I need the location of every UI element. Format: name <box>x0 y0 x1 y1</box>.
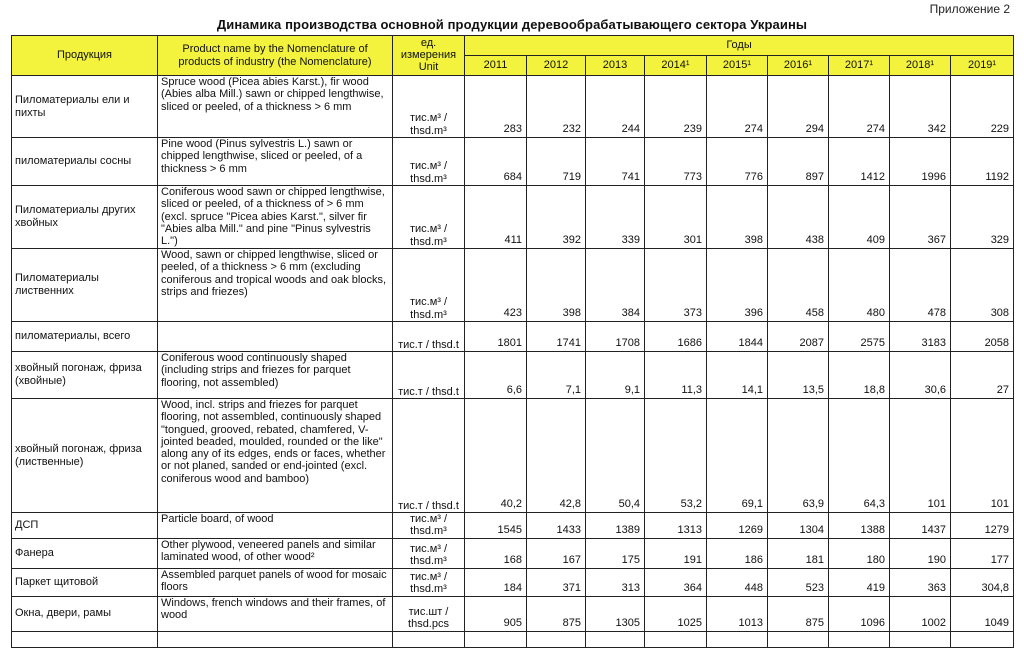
value-cell: 1433 <box>527 513 586 539</box>
table-row <box>12 352 1014 399</box>
value-cell: 14,1 <box>707 352 768 399</box>
value-cell: 480 <box>829 249 890 322</box>
value-cell: 301 <box>645 186 707 249</box>
value-cell: 1313 <box>645 513 707 539</box>
value-cell: 329 <box>951 186 1014 249</box>
value-cell: 1305 <box>586 596 645 631</box>
value-cell: 53,2 <box>645 399 707 513</box>
product-name-en: Windows, french windows and their frames, of wood <box>158 596 393 631</box>
table-row <box>12 249 1014 322</box>
value-cell: 1801 <box>465 322 527 352</box>
value-cell: 175 <box>586 538 645 568</box>
value-cell: 741 <box>586 138 645 186</box>
value-cell: 1279 <box>951 513 1014 539</box>
product-name-ru: Окна, двери, рамы <box>12 596 158 631</box>
value-cell: 1013 <box>707 596 768 631</box>
value-cell: 101 <box>951 399 1014 513</box>
empty-cell <box>586 631 645 647</box>
value-cell: 364 <box>645 568 707 596</box>
header-year: 2016¹ <box>768 56 829 76</box>
product-name-ru: ДСП <box>12 513 158 539</box>
value-cell: 184 <box>465 568 527 596</box>
value-cell: 181 <box>768 538 829 568</box>
product-name-ru: пиломатериалы сосны <box>12 138 158 186</box>
value-cell: 50,4 <box>586 399 645 513</box>
unit-cell: тис.м³ / thsd.m³ <box>393 568 465 596</box>
empty-cell <box>12 631 158 647</box>
value-cell: 419 <box>829 568 890 596</box>
value-cell: 186 <box>707 538 768 568</box>
value-cell: 168 <box>465 538 527 568</box>
value-cell: 274 <box>829 76 890 138</box>
value-cell: 719 <box>527 138 586 186</box>
empty-cell <box>890 631 951 647</box>
value-cell: 448 <box>707 568 768 596</box>
value-cell: 373 <box>645 249 707 322</box>
header-product-ru: Продукция <box>12 36 158 76</box>
value-cell: 398 <box>527 249 586 322</box>
value-cell: 1412 <box>829 138 890 186</box>
product-name-en: Wood, sawn or chipped lengthwise, sliced or peeled, of a thickness > 6 mm (excluding coniferous and tropical woods and oak blocks, strips and friezes) <box>158 249 393 322</box>
value-cell: 905 <box>465 596 527 631</box>
value-cell: 523 <box>768 568 829 596</box>
product-name-en <box>158 322 393 352</box>
product-name-ru: Пиломатериалы других хвойных <box>12 186 158 249</box>
header-year: 2011 <box>465 56 527 76</box>
value-cell: 304,8 <box>951 568 1014 596</box>
table-row <box>12 513 1014 539</box>
unit-cell: тис.м³ / thsd.m³ <box>393 249 465 322</box>
unit-cell: тис.м³ / thsd.m³ <box>393 76 465 138</box>
product-name-ru: Пиломатериалы ели и пихты <box>12 76 158 138</box>
header-unit: ед. измерения Unit <box>393 36 465 76</box>
value-cell: 339 <box>586 186 645 249</box>
value-cell: 371 <box>527 568 586 596</box>
value-cell: 64,3 <box>829 399 890 513</box>
value-cell: 1686 <box>645 322 707 352</box>
value-cell: 1996 <box>890 138 951 186</box>
value-cell: 283 <box>465 76 527 138</box>
product-name-en: Other plywood, veneered panels and similar laminated wood, of other wood² <box>158 538 393 568</box>
value-cell: 396 <box>707 249 768 322</box>
table-title: Динамика производства основной продукции деревообрабатывающего сектора Украины <box>216 17 808 32</box>
product-name-ru: хвойный погонаж, фриза (лиственные) <box>12 399 158 513</box>
value-cell: 9,1 <box>586 352 645 399</box>
product-name-en: Coniferous wood sawn or chipped lengthwise, sliced or peeled, of a thickness of > 6 mm (excl. spruce "Picea abies Karst.", silver fir "Abies alba Mill." and pine "Pinus sylvestris L.") <box>158 186 393 249</box>
unit-cell: тис.шт / thsd.pcs <box>393 596 465 631</box>
value-cell: 1545 <box>465 513 527 539</box>
empty-cell <box>951 631 1014 647</box>
value-cell: 684 <box>465 138 527 186</box>
header-year: 2014¹ <box>645 56 707 76</box>
value-cell: 392 <box>527 186 586 249</box>
value-cell: 167 <box>527 538 586 568</box>
header-year: 2019¹ <box>951 56 1014 76</box>
value-cell: 69,1 <box>707 399 768 513</box>
empty-cell <box>829 631 890 647</box>
empty-cell <box>768 631 829 647</box>
header-years-group: Годы <box>465 36 1014 56</box>
value-cell: 3183 <box>890 322 951 352</box>
table-row <box>12 596 1014 631</box>
unit-cell: тис.м³ / thsd.m³ <box>393 538 465 568</box>
value-cell: 244 <box>586 76 645 138</box>
value-cell: 458 <box>768 249 829 322</box>
value-cell: 342 <box>890 76 951 138</box>
value-cell: 294 <box>768 76 829 138</box>
value-cell: 11,3 <box>645 352 707 399</box>
value-cell: 363 <box>890 568 951 596</box>
value-cell: 180 <box>829 538 890 568</box>
value-cell: 177 <box>951 538 1014 568</box>
value-cell: 409 <box>829 186 890 249</box>
value-cell: 191 <box>645 538 707 568</box>
value-cell: 27 <box>951 352 1014 399</box>
product-name-en: Pine wood (Pinus sylvestris L.) sawn or chipped lengthwise, sliced or peeled, of a thickness > 6 mm <box>158 138 393 186</box>
table-row <box>12 76 1014 138</box>
value-cell: 18,8 <box>829 352 890 399</box>
header-year: 2018¹ <box>890 56 951 76</box>
value-cell: 398 <box>707 186 768 249</box>
empty-cell <box>158 631 393 647</box>
unit-cell: тис.м³ / thsd.m³ <box>393 513 465 539</box>
value-cell: 229 <box>951 76 1014 138</box>
value-cell: 1269 <box>707 513 768 539</box>
value-cell: 42,8 <box>527 399 586 513</box>
header-product-en: Product name by the Nomenclature of products of industry (the Nomenclature) <box>158 36 393 76</box>
value-cell: 897 <box>768 138 829 186</box>
value-cell: 1389 <box>586 513 645 539</box>
value-cell: 2087 <box>768 322 829 352</box>
product-name-ru: Паркет щитовой <box>12 568 158 596</box>
value-cell: 313 <box>586 568 645 596</box>
product-name-en: Coniferous wood continuously shaped (including strips and friezes for parquet flooring, not assembled) <box>158 352 393 399</box>
value-cell: 1844 <box>707 322 768 352</box>
value-cell: 2575 <box>829 322 890 352</box>
value-cell: 367 <box>890 186 951 249</box>
value-cell: 7,1 <box>527 352 586 399</box>
unit-cell: тис.м³ / thsd.m³ <box>393 186 465 249</box>
product-name-en: Assembled parquet panels of wood for mosaic floors <box>158 568 393 596</box>
empty-cell <box>393 631 465 647</box>
value-cell: 308 <box>951 249 1014 322</box>
value-cell: 1388 <box>829 513 890 539</box>
product-name-en: Wood, incl. strips and friezes for parquet flooring, not assembled, continuously shaped "tongued, grooved, rebated, chamfered, V-jointed beaded, moulded, rounded or the like" along any of its edges, ends or faces, whether or not planed, sanded or end-jointed (excl. coniferous wood and bamboo) <box>158 399 393 513</box>
empty-cell <box>527 631 586 647</box>
empty-cell <box>465 631 527 647</box>
table-row <box>12 399 1014 513</box>
value-cell: 1025 <box>645 596 707 631</box>
header-year: 2015¹ <box>707 56 768 76</box>
product-name-en: Spruce wood (Picea abies Karst.), fir wood (Abies alba Mill.) sawn or chipped lengthwise, sliced or peeled, of a thickness > 6 mm <box>158 76 393 138</box>
value-cell: 1708 <box>586 322 645 352</box>
production-table <box>11 35 1014 648</box>
value-cell: 1741 <box>527 322 586 352</box>
value-cell: 40,2 <box>465 399 527 513</box>
value-cell: 232 <box>527 76 586 138</box>
unit-cell: тис.т / thsd.t <box>393 352 465 399</box>
table-row <box>12 568 1014 596</box>
empty-row <box>12 631 1014 647</box>
value-cell: 478 <box>890 249 951 322</box>
product-name-ru: Пиломатериалы лиственних <box>12 249 158 322</box>
value-cell: 776 <box>707 138 768 186</box>
header-year: 2017¹ <box>829 56 890 76</box>
value-cell: 1096 <box>829 596 890 631</box>
table-row <box>12 138 1014 186</box>
value-cell: 411 <box>465 186 527 249</box>
value-cell: 423 <box>465 249 527 322</box>
appendix-label: Приложение 2 <box>929 2 1010 16</box>
value-cell: 384 <box>586 249 645 322</box>
value-cell: 190 <box>890 538 951 568</box>
product-name-ru: пиломатериалы, всего <box>12 322 158 352</box>
value-cell: 875 <box>527 596 586 631</box>
value-cell: 1437 <box>890 513 951 539</box>
empty-cell <box>645 631 707 647</box>
value-cell: 1049 <box>951 596 1014 631</box>
value-cell: 239 <box>645 76 707 138</box>
unit-cell: тис.м³ / thsd.m³ <box>393 138 465 186</box>
value-cell: 438 <box>768 186 829 249</box>
value-cell: 875 <box>768 596 829 631</box>
product-name-ru: Фанера <box>12 538 158 568</box>
empty-cell <box>707 631 768 647</box>
value-cell: 63,9 <box>768 399 829 513</box>
value-cell: 773 <box>645 138 707 186</box>
unit-cell: тис.т / thsd.t <box>393 322 465 352</box>
table-row <box>12 538 1014 568</box>
value-cell: 2058 <box>951 322 1014 352</box>
value-cell: 1192 <box>951 138 1014 186</box>
value-cell: 274 <box>707 76 768 138</box>
product-name-ru: хвойный погонаж, фриза (хвойные) <box>12 352 158 399</box>
value-cell: 30,6 <box>890 352 951 399</box>
table-body <box>12 76 1014 648</box>
unit-cell: тис.т / thsd.t <box>393 399 465 513</box>
table-row <box>12 322 1014 352</box>
table-row <box>12 186 1014 249</box>
product-name-en: Particle board, of wood <box>158 513 393 539</box>
header-year: 2013 <box>586 56 645 76</box>
value-cell: 1002 <box>890 596 951 631</box>
value-cell: 101 <box>890 399 951 513</box>
value-cell: 1304 <box>768 513 829 539</box>
value-cell: 6,6 <box>465 352 527 399</box>
header-year: 2012 <box>527 56 586 76</box>
value-cell: 13,5 <box>768 352 829 399</box>
